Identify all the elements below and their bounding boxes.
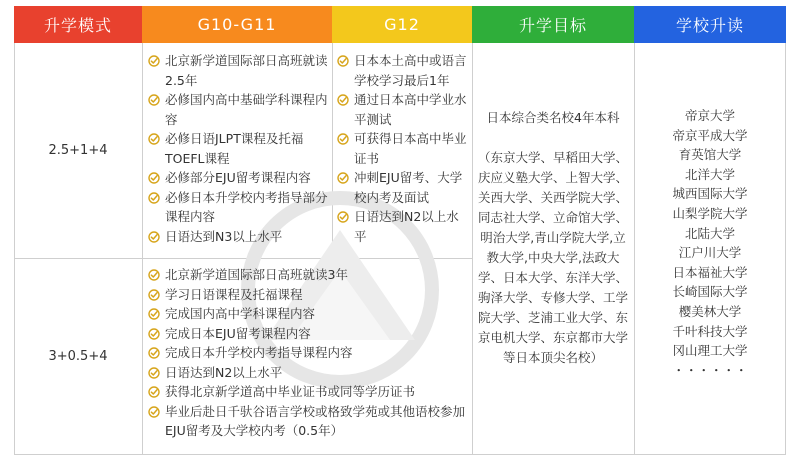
list-item-text: 毕业后赴日千驮谷语言学校或格致学苑或其他语校参加EJU留考及大学校内考（0.5年） — [165, 403, 466, 438]
list-item — [148, 363, 468, 383]
list-item-text: 必修日语JLPT课程及托福TOEFL课程 — [165, 131, 304, 166]
school-item: 千叶科技大学 — [672, 323, 748, 339]
check-circle-icon — [148, 94, 160, 106]
check-circle-icon — [337, 172, 349, 184]
row2-mode — [14, 259, 142, 454]
list-item — [148, 324, 468, 344]
row1-g10-g11-list — [148, 51, 330, 246]
list-item-text: 北京新学道国际部日高班就读2.5年 — [165, 53, 328, 88]
school-list — [636, 106, 784, 380]
check-circle-icon — [148, 406, 160, 418]
list-item — [148, 168, 330, 188]
list-item — [148, 188, 330, 227]
grid-line-col4 — [634, 43, 635, 455]
list-item — [148, 402, 468, 441]
grid-line-col1 — [142, 43, 143, 455]
grid-line-right — [785, 43, 786, 455]
list-item — [148, 51, 330, 90]
check-circle-icon — [148, 386, 160, 398]
list-item — [337, 51, 469, 90]
check-circle-icon — [148, 308, 160, 320]
list-item — [148, 129, 330, 168]
check-circle-icon — [337, 211, 349, 223]
header-target-label: 升学目标 — [518, 16, 587, 35]
list-item — [148, 90, 330, 129]
school-item: 帝京平成大学 — [672, 127, 748, 143]
list-item-text: 必修部分EJU留考课程内容 — [165, 170, 311, 185]
list-item — [337, 207, 469, 246]
list-item-text: 日语达到N2以上水平 — [354, 209, 459, 244]
list-item-text: 北京新学道国际部日高班就读3年 — [165, 267, 348, 282]
header-mode — [14, 6, 142, 43]
list-item — [337, 90, 469, 129]
header-target — [472, 6, 634, 43]
check-circle-icon — [148, 269, 160, 281]
list-item — [337, 168, 469, 207]
header-g12-label: G12 — [384, 15, 420, 34]
row1-mode — [14, 43, 142, 258]
list-item-text: 可获得日本高中毕业证书 — [354, 131, 467, 166]
school-item: ・・・・・・ — [672, 362, 748, 378]
list-item-text: 冲刺EJU留考、大学校内考及面试 — [354, 170, 463, 205]
list-item — [337, 129, 469, 168]
list-item — [148, 265, 468, 285]
school-item: 江户川大学 — [678, 245, 742, 261]
list-item — [148, 285, 468, 305]
school-item: 北陆大学 — [684, 225, 735, 241]
check-circle-icon — [148, 367, 160, 379]
school-item: 冈山理工大学 — [672, 343, 748, 359]
list-item-text: 日语达到N2以上水平 — [165, 364, 283, 380]
row2-items-list — [148, 265, 468, 441]
list-item-text: 完成日本EJU留考课程内容 — [165, 325, 311, 341]
target-cell — [476, 108, 630, 368]
list-item-text: 学习日语课程及托福课程 — [165, 286, 303, 302]
list-item — [148, 343, 468, 363]
header-school — [634, 6, 786, 43]
check-circle-icon — [337, 133, 349, 145]
header-mode-label: 升学模式 — [43, 16, 112, 35]
row1-mode-label: 2.5+1+4 — [48, 143, 108, 158]
list-item-text: 获得北京新学道高中毕业证书或同等学历证书 — [165, 384, 416, 399]
list-item-text: 完成日本升学校内考指导课程内容 — [165, 345, 353, 360]
check-circle-icon — [337, 94, 349, 106]
row2-mode-label: 3+0.5+4 — [48, 349, 108, 364]
header-g10-g11-label: G10-G11 — [197, 15, 277, 34]
school-item: 帝京大学 — [684, 108, 735, 123]
row1-g12-list — [337, 51, 469, 246]
list-item-text: 必修日本升学校内考指导部分课程内容 — [165, 189, 328, 224]
check-circle-icon — [148, 328, 160, 340]
list-item-text: 完成国内高中学科课程内容 — [165, 306, 316, 321]
list-item — [148, 227, 330, 247]
school-item: 樱美林大学 — [678, 303, 742, 319]
header-g10-g11 — [142, 6, 332, 43]
check-circle-icon — [148, 55, 160, 67]
school-item: 北洋大学 — [684, 166, 735, 182]
list-item-text: 必修国内高中基础学科课程内容 — [165, 92, 328, 127]
check-circle-icon — [337, 55, 349, 67]
check-circle-icon — [148, 289, 160, 301]
check-circle-icon — [148, 347, 160, 359]
check-circle-icon — [148, 231, 160, 243]
school-item: 城西国际大学 — [672, 186, 748, 202]
list-item — [148, 304, 468, 324]
school-item: 育英馆大学 — [678, 147, 742, 163]
header-g12 — [332, 6, 472, 43]
list-item-text: 日本本土高中或语言学校学习最后1年 — [354, 53, 467, 88]
school-item: 山梨学院大学 — [672, 205, 748, 221]
check-circle-icon — [148, 133, 160, 145]
target-title: 日本综合类名校4年本科 — [486, 110, 620, 125]
check-circle-icon — [148, 172, 160, 184]
school-item: 长崎国际大学 — [672, 284, 748, 300]
check-circle-icon — [148, 192, 160, 204]
list-item-text: 日语达到N3以上水平 — [165, 228, 283, 244]
grid-line-bottom — [14, 454, 786, 455]
target-detail: （东京大学、早稻田大学、庆应义塾大学、上智大学、关西大学、关西学院大学、同志社大学、立命馆大学、明治大学,青山学院大学,立教大学,中央大学,法政大学、日本大学、东洋大学、驹泽大学、专修大学、工学院大学、芝浦工业大学、东京电机大学、东京都市大学等日本顶尖名校） — [477, 149, 628, 365]
list-item — [148, 382, 468, 402]
school-item: 日本福祉大学 — [672, 264, 748, 280]
list-item-text: 通过日本高中学业水平测试 — [354, 92, 467, 127]
header-school-label: 学校升读 — [675, 16, 744, 35]
